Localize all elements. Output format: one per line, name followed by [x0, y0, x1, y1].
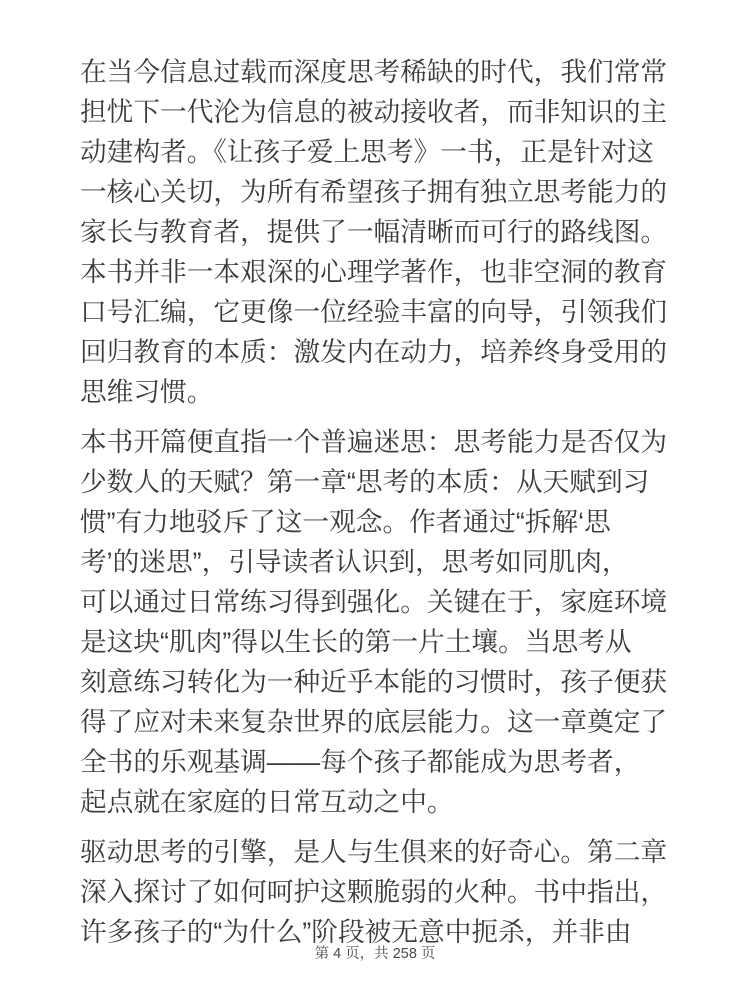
text-line: 可以通过日常练习得到强化。关键在于，家庭环境 [80, 587, 668, 617]
text-line: 本书开篇便直指一个普遍迷思：思考能力是否仅为 [80, 427, 668, 457]
text-line: 担忧下一代沦为信息的被动接收者，而非知识的主 [80, 97, 668, 127]
text-line: 全书的乐观基调——每个孩子都能成为思考者， [80, 747, 641, 777]
page-number-indicator: 第 4 页，共 258 页 [314, 946, 436, 962]
paragraph [80, 52, 680, 412]
text-line: 本书并非一本艰深的心理学著作，也非空洞的教育 [80, 257, 668, 287]
page-content [80, 52, 680, 962]
text-line: 考’的迷思”，引导读者认识到，思考如同肌肉， [80, 547, 629, 577]
text-line: 少数人的天赋？第一章“思考的本质：从天赋到习 [80, 467, 650, 497]
text-line: 刻意练习转化为一种近乎本能的习惯时，孩子便获 [80, 667, 668, 697]
text-line: 得了应对未来复杂世界的底层能力。这一章奠定了 [80, 707, 668, 737]
text-line: 是这块“肌肉”得以生长的第一片土壤。当思考从 [80, 627, 632, 657]
text-line: 一核心关切，为所有希望孩子拥有独立思考能力的 [80, 177, 668, 207]
text-line: 在当今信息过载而深度思考稀缺的时代，我们常常 [80, 57, 668, 87]
paragraph [80, 832, 680, 952]
text-line: 深入探讨了如何呵护这颗脆弱的火种。书中指出， [80, 877, 668, 907]
text-line: 动建构者。《让孩子爱上思考》一书，正是针对这 [80, 137, 654, 167]
text-line: 家长与教育者，提供了一幅清晰而可行的路线图。 [80, 217, 668, 247]
text-line: 口号汇编，它更像一位经验丰富的向导，引领我们 [80, 297, 668, 327]
text-line: 惯”有力地驳斥了这一观念。作者通过“拆解‘思 [80, 507, 611, 537]
paragraph [80, 422, 680, 822]
text-line: 回归教育的本质：激发内在动力，培养终身受用的 [80, 337, 668, 367]
text-line: 驱动思考的引擎，是人与生俱来的好奇心。第二章 [80, 837, 668, 867]
text-line: 许多孩子的“为什么”阶段被无意中扼杀，并非由 [80, 917, 632, 947]
text-line: 起点就在家庭的日常互动之中。 [80, 787, 454, 817]
text-line: 思维习惯。 [80, 377, 214, 407]
